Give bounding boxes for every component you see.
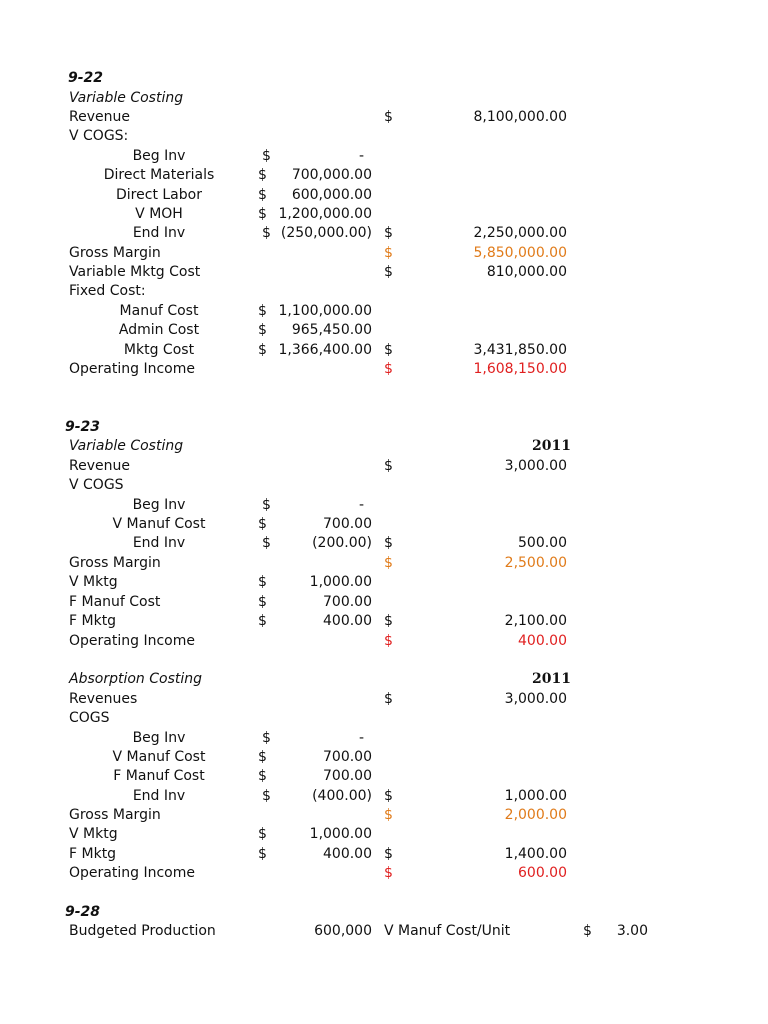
row-label: COGS [69, 710, 110, 726]
dollar-sign: $ [262, 148, 271, 164]
gross-margin-row [0, 554, 768, 573]
dollar-sign: $ [262, 788, 271, 804]
sub-label: F Manuf Cost [113, 768, 205, 784]
admin-cost-row [0, 321, 768, 340]
sub-value: - [358, 148, 364, 164]
sub-value: 700,000.00 [291, 167, 372, 183]
operating-income-row [0, 632, 768, 651]
cogs-label-row [0, 709, 768, 728]
beg-inv-row [0, 147, 768, 166]
dollar-sign: $ [258, 167, 267, 183]
sub-value: 700.00 [323, 768, 372, 784]
sub-value: 400.00 [323, 613, 372, 629]
subtitle-row [0, 89, 768, 108]
dollar-sign: $ [384, 865, 393, 881]
f-manuf-cost-row [0, 593, 768, 612]
sub-label: Mktg Cost [123, 342, 195, 358]
direct-labor-row [0, 186, 768, 205]
f-mktg-row [0, 612, 768, 631]
sub-label: Manuf Cost [119, 303, 199, 319]
row-label: Operating Income [69, 361, 195, 377]
dollar-sign: $ [262, 730, 271, 746]
manuf-cost-row [0, 302, 768, 321]
row-label: Gross Margin [69, 245, 161, 261]
dollar-sign: $ [384, 225, 393, 241]
dollar-sign: $ [258, 574, 267, 590]
dollar-sign: $ [258, 846, 267, 862]
year-header: 2011 [532, 438, 571, 454]
operating-income-row [0, 360, 768, 379]
sub-value: 700.00 [323, 516, 372, 532]
dollar-sign: $ [384, 361, 393, 377]
sub-label: V Manuf Cost [112, 749, 206, 765]
sub-label: End Inv [132, 225, 186, 241]
total-value: 400.00 [518, 633, 567, 649]
variable-mktg-row [0, 263, 768, 282]
dollar-sign: $ [258, 749, 267, 765]
row-label: Operating Income [69, 633, 195, 649]
heading-9-22-row [0, 69, 768, 88]
sub-label: Beg Inv [132, 730, 186, 746]
budgeted-production-row [0, 922, 768, 941]
row-label: Operating Income [69, 865, 195, 881]
variable-subtitle-row [0, 437, 768, 456]
dollar-sign: $ [258, 826, 267, 842]
v-manuf-cost-row [0, 515, 768, 534]
dollar-sign: $ [258, 613, 267, 629]
total-value: 2,100.00 [504, 613, 567, 629]
total-value: 3,000.00 [504, 458, 567, 474]
total-value: 3,000.00 [504, 691, 567, 707]
total-value: 8,100,000.00 [473, 109, 567, 125]
sub-label: End Inv [132, 535, 186, 551]
sub-value: 700.00 [323, 749, 372, 765]
sub-value: - [358, 497, 364, 513]
row-label: Fixed Cost: [69, 283, 146, 299]
row-label: F Manuf Cost [69, 594, 161, 610]
heading-9-28-row [0, 903, 768, 922]
dollar-sign: $ [384, 458, 393, 474]
dollar-sign: $ [258, 516, 267, 532]
row-label: V COGS: [69, 128, 129, 144]
sub-value: 1,100,000.00 [278, 303, 372, 319]
dollar-sign: $ [262, 225, 271, 241]
sub-label: Admin Cost [118, 322, 200, 338]
sub-value: 1,000.00 [309, 826, 372, 842]
dollar-sign: $ [384, 807, 393, 823]
row-label: Budgeted Production [69, 923, 216, 939]
revenue-row [0, 457, 768, 476]
row-label: Revenue [69, 458, 130, 474]
total-value: 500.00 [518, 535, 567, 551]
section-heading: 9-23 [65, 419, 101, 435]
dollar-sign: $ [384, 535, 393, 551]
end-inv-row [0, 224, 768, 243]
dollar-sign: $ [384, 846, 393, 862]
section-heading: 9-22 [68, 70, 104, 86]
sub-value: (400.00) [312, 788, 372, 804]
revenue-row [0, 108, 768, 127]
section-subtitle: Variable Costing [69, 438, 184, 454]
row-label: V COGS [69, 477, 124, 493]
dollar-sign: $ [258, 322, 267, 338]
fixed-cost-label-row [0, 282, 768, 301]
row-label: Gross Margin [69, 555, 161, 571]
dollar-sign: $ [384, 264, 393, 280]
row-label: V Manuf Cost/Unit [384, 923, 511, 939]
total-value: 810,000.00 [486, 264, 567, 280]
dollar-sign: $ [258, 206, 267, 222]
mktg-cost-row [0, 341, 768, 360]
sub-value: 600,000 [314, 923, 372, 939]
year-header: 2011 [532, 671, 571, 687]
total-value: 2,000.00 [504, 807, 567, 823]
direct-materials-row [0, 166, 768, 185]
total-value: 1,400.00 [504, 846, 567, 862]
revenues-row [0, 690, 768, 709]
dollar-sign: $ [258, 768, 267, 784]
sub-value: (200.00) [312, 535, 372, 551]
dollar-sign: $ [384, 691, 393, 707]
gross-margin-row [0, 244, 768, 263]
dollar-sign: $ [258, 303, 267, 319]
sub-value: - [358, 730, 364, 746]
total-value: 1,000.00 [504, 788, 567, 804]
row-label: Revenues [69, 691, 138, 707]
total-value: 2,500.00 [504, 555, 567, 571]
dollar-sign: $ [262, 497, 271, 513]
row-label: Variable Mktg Cost [69, 264, 201, 280]
total-value: 3,431,850.00 [473, 342, 567, 358]
dollar-sign: $ [262, 535, 271, 551]
heading-9-23-row [0, 418, 768, 437]
sub-value: (250,000.00) [280, 225, 372, 241]
sub-label: Direct Labor [116, 187, 202, 203]
row-label: V Mktg [69, 574, 118, 590]
row-label: Gross Margin [69, 807, 161, 823]
dollar-sign: $ [384, 342, 393, 358]
dollar-sign: $ [583, 923, 592, 939]
absorption-subtitle-row [0, 670, 768, 689]
sub-label: Beg Inv [132, 148, 186, 164]
v-manuf-cost-row [0, 748, 768, 767]
end-inv-row [0, 787, 768, 806]
sub-value: 400.00 [323, 846, 372, 862]
end-inv-row [0, 534, 768, 553]
sub-value: 700.00 [323, 594, 372, 610]
row-label: F Mktg [69, 613, 117, 629]
row-label: V Mktg [69, 826, 118, 842]
sub-value: 1,366,400.00 [278, 342, 372, 358]
beg-inv-row [0, 729, 768, 748]
dollar-sign: $ [258, 594, 267, 610]
row-label: Revenue [69, 109, 130, 125]
section-heading: 9-28 [65, 904, 101, 920]
sub-value: 1,200,000.00 [278, 206, 372, 222]
dollar-sign: $ [384, 245, 393, 261]
v-mktg-row [0, 573, 768, 592]
vcogs-label-row [0, 476, 768, 495]
f-manuf-cost-row [0, 767, 768, 786]
sub-value: 600,000.00 [291, 187, 372, 203]
operating-income-row [0, 864, 768, 883]
beg-inv-row [0, 496, 768, 515]
row-label: F Mktg [69, 846, 117, 862]
f-mktg-row [0, 845, 768, 864]
v-mktg-row [0, 825, 768, 844]
total-value: 5,850,000.00 [473, 245, 567, 261]
section-subtitle: Absorption Costing [69, 671, 203, 687]
sub-label: End Inv [132, 788, 186, 804]
section-subtitle: Variable Costing [69, 90, 184, 106]
dollar-sign: $ [384, 788, 393, 804]
total-value: 600.00 [518, 865, 567, 881]
dollar-sign: $ [258, 342, 267, 358]
sub-value: 965,450.00 [291, 322, 372, 338]
dollar-sign: $ [384, 633, 393, 649]
vmoh-row [0, 205, 768, 224]
gross-margin-row [0, 806, 768, 825]
sub-label: V MOH [135, 206, 183, 222]
dollar-sign: $ [258, 187, 267, 203]
total-value: 2,250,000.00 [473, 225, 567, 241]
sub-value: 3.00 [616, 923, 648, 939]
sub-value: 1,000.00 [309, 574, 372, 590]
dollar-sign: $ [384, 613, 393, 629]
dollar-sign: $ [384, 555, 393, 571]
vcogs-label-row [0, 127, 768, 146]
dollar-sign: $ [384, 109, 393, 125]
total-value: 1,608,150.00 [473, 361, 567, 377]
sub-label: Beg Inv [132, 497, 186, 513]
sub-label: Direct Materials [103, 167, 215, 183]
sub-label: V Manuf Cost [112, 516, 206, 532]
